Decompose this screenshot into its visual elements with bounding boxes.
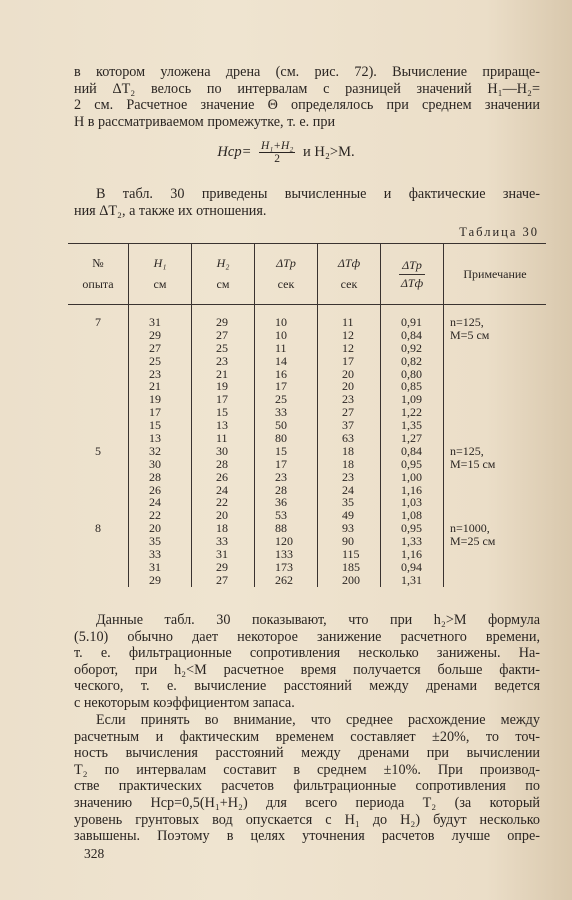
table-cell-dtp: 262 — [275, 572, 293, 587]
table-cell-dtf: 200 — [342, 572, 360, 587]
header-delta-t-calc: ΔTр сек — [255, 244, 318, 305]
header-h1: H₁ см — [129, 244, 192, 305]
table-cell-h1: 22 — [149, 508, 161, 523]
table-caption: Таблица 30 — [459, 225, 539, 239]
table-cell-ratio: 1,09 — [401, 392, 422, 407]
table-cell-h2: 27 — [216, 327, 228, 342]
text-line: (5.10) обычно дает некоторое занижение расчетного времени, — [74, 628, 540, 645]
table-body-row — [68, 305, 546, 587]
table-cell-num — [68, 535, 128, 548]
ratio-fraction: ΔTр ΔTф — [400, 257, 424, 290]
text-line: Данные табл. 30 показывают, что при h₂>M формула — [96, 612, 540, 628]
table-cell-ratio: 1,22 — [401, 405, 422, 420]
text-line: оборот, при h₂<M расчетное время получается больше факти- — [74, 661, 540, 678]
table-cell-num: 7 — [95, 315, 101, 329]
table-cell-h2: 17 — [216, 392, 228, 407]
paragraph-table-intro — [74, 186, 540, 219]
table-cell-ratio: 1,03 — [401, 495, 422, 510]
table-cell-dtf: 20 — [342, 379, 354, 394]
table-cell-h2: 19 — [216, 379, 228, 394]
table-cell-h1: 32 — [149, 443, 161, 458]
table-cell-dtp: 15 — [275, 443, 287, 458]
table-cell-dtp: 120 — [275, 534, 293, 549]
table-cell-dtf: 27 — [342, 405, 354, 420]
table-cell-num — [68, 458, 128, 471]
formula-h-average — [0, 140, 572, 165]
table-cell-note — [444, 496, 546, 509]
paragraph-analysis — [74, 612, 540, 712]
table-cell-ratio: 0,91 — [401, 315, 422, 329]
header-note: Примечание — [444, 244, 547, 305]
table-cell-dtf: 185 — [342, 559, 360, 574]
table-cell-dtf: 12 — [342, 327, 354, 342]
formula-fraction — [259, 140, 295, 165]
header-h2: H₂ см — [192, 244, 255, 305]
formula-lhs: Hср= — [217, 143, 252, 160]
table-cell-dtp: 33 — [275, 405, 287, 420]
table-cell-dtf: 115 — [342, 547, 360, 562]
table-cell-dtp: 16 — [275, 366, 287, 381]
table-cell-h1: 15 — [149, 418, 161, 433]
column-delta-t-actual — [318, 305, 381, 587]
table-cell-dtp: 133 — [275, 547, 293, 562]
text-line: расчетным и фактическим временем составляет ±20%, то точ- — [74, 728, 540, 745]
table-cell-dtf: 18 — [342, 443, 354, 458]
table-cell-num — [68, 355, 128, 368]
table-cell-note — [444, 406, 546, 419]
table-cell-h2: 33 — [216, 534, 228, 549]
formula-denominator: 2 — [274, 153, 281, 165]
table-cell-dtf: 63 — [342, 431, 354, 446]
table-cell-h2: 29 — [216, 559, 228, 574]
table-cell-dtp: 11 — [275, 340, 287, 355]
text-line: т. е. фильтрационные сопротивления несколько занижены. На- — [74, 645, 540, 662]
table-cell-h1: 26 — [149, 482, 161, 497]
text-line: с некоторым коэффициентом запаса. — [74, 694, 295, 711]
table-cell-h2: 29 — [216, 315, 228, 329]
text-line: ний ΔT₂ велось по интервалам с разницей значений H₁—H₂= — [74, 80, 540, 97]
table-cell-dtp: 80 — [275, 431, 287, 446]
table-cell-h1: 27 — [149, 340, 161, 355]
table-cell-num — [68, 432, 128, 445]
table-cell-dtp: 23 — [275, 469, 287, 484]
table-cell-h1: 31 — [149, 559, 161, 574]
table-cell-h2: 22 — [216, 495, 228, 510]
table-cell-dtf: 35 — [342, 495, 354, 510]
table-cell-num — [68, 419, 128, 432]
table-cell-dtf: 93 — [342, 521, 354, 536]
table-cell-note: n=125, — [450, 443, 484, 458]
table-cell-num — [68, 484, 128, 497]
text-line: значению Hср=0,5(H₁+H₂) для всего периода T₂ (за который — [74, 794, 540, 811]
table-cell-h1: 21 — [149, 379, 161, 394]
table-cell-note — [444, 484, 546, 497]
paragraph-intro — [74, 64, 540, 130]
table-cell-h1: 23 — [149, 366, 161, 381]
table-cell-ratio: 1,16 — [401, 547, 422, 562]
table-cell-dtp: 53 — [275, 508, 287, 523]
table-cell-num — [68, 368, 128, 381]
table-cell-dtf: 90 — [342, 534, 354, 549]
table-cell-h2: 11 — [216, 431, 228, 446]
text-line: В табл. 30 приведены вычисленные и фактические значе- — [96, 186, 540, 202]
table-cell-note — [444, 419, 546, 432]
table-cell-h1: 25 — [149, 353, 161, 368]
table-cell-h1: 17 — [149, 405, 161, 420]
table-cell-note: M=25 см — [450, 534, 496, 549]
table-cell-h1: 29 — [149, 327, 161, 342]
table-cell-ratio: 0,82 — [401, 353, 422, 368]
table-cell-dtf: 20 — [342, 366, 354, 381]
table-cell-num — [68, 561, 128, 574]
table-cell-h1: 24 — [149, 495, 161, 510]
header-delta-t-actual: ΔTф сек — [318, 244, 381, 305]
table-cell-ratio: 1,16 — [401, 482, 422, 497]
table-cell-dtp: 10 — [275, 327, 287, 342]
table-cell-h1: 20 — [149, 521, 161, 536]
page-number: 328 — [84, 846, 105, 861]
table-cell-h2: 20 — [216, 508, 228, 523]
table-cell-dtf: 49 — [342, 508, 354, 523]
table-cell-ratio: 1,08 — [401, 508, 422, 523]
table-cell-dtp: 173 — [275, 559, 293, 574]
table-cell-num — [68, 406, 128, 419]
table-cell-num — [68, 548, 128, 561]
column-ratio — [381, 305, 444, 587]
table-cell-h1: 35 — [149, 534, 161, 549]
table-cell-h2: 31 — [216, 547, 228, 562]
header-ratio — [381, 244, 444, 305]
table-cell-ratio: 0,84 — [401, 327, 422, 342]
table-cell-num — [68, 574, 128, 587]
table-cell-h2: 23 — [216, 353, 228, 368]
table-cell-h2: 13 — [216, 418, 228, 433]
table-cell-dtp: 14 — [275, 353, 287, 368]
table-cell-note: M=15 см — [450, 456, 496, 471]
table-cell-h2: 25 — [216, 340, 228, 355]
table-cell-h1: 30 — [149, 456, 161, 471]
table-cell-ratio: 0,92 — [401, 340, 422, 355]
table-cell-dtp: 50 — [275, 418, 287, 433]
table-cell-dtf: 17 — [342, 353, 354, 368]
table-cell-ratio: 0,95 — [401, 456, 422, 471]
table-cell-note — [444, 342, 546, 355]
text-line: завышены. Поэтому в целях уточнения расчетов лучше опре- — [74, 828, 540, 845]
table-cell-dtp: 88 — [275, 521, 287, 536]
table-cell-ratio: 1,31 — [401, 572, 422, 587]
table-cell-note — [444, 380, 546, 393]
column-h1 — [129, 305, 192, 587]
table-cell-note — [444, 548, 546, 561]
column-note — [444, 305, 547, 587]
table-cell-note: n=125, — [450, 315, 484, 329]
formula-rhs: и H₂>M. — [302, 143, 355, 160]
table-cell-h1: 29 — [149, 572, 161, 587]
table-cell-dtf: 37 — [342, 418, 354, 433]
table-cell-num: 8 — [95, 521, 101, 536]
table-cell-dtp: 28 — [275, 482, 287, 497]
table-cell-ratio: 0,84 — [401, 443, 422, 458]
table-cell-h2: 15 — [216, 405, 228, 420]
table-cell-note — [444, 561, 546, 574]
table-cell-num — [68, 471, 128, 484]
table-cell-ratio: 1,35 — [401, 418, 422, 433]
table-cell-num — [68, 342, 128, 355]
text-line: стве практических расчетов фильтрационные сопротивления по — [74, 778, 540, 795]
table-cell-dtf: 24 — [342, 482, 354, 497]
table-cell-h1: 31 — [149, 315, 161, 329]
text-line: T₂ по интервалам составит в среднем ±10%. При производ- — [74, 761, 540, 778]
table-cell-ratio: 0,94 — [401, 559, 422, 574]
text-line: H в рассматриваемом промежутке, т. е. при — [74, 113, 336, 130]
table-cell-num — [68, 496, 128, 509]
table-cell-ratio: 0,85 — [401, 379, 422, 394]
table-cell-dtf: 12 — [342, 340, 354, 355]
table-cell-dtp: 36 — [275, 495, 287, 510]
table-cell-dtf: 11 — [342, 315, 354, 329]
column-delta-t-calc — [255, 305, 318, 587]
text-line: 2 см. Расчетное значение Θ определялось при среднем значении — [74, 97, 540, 114]
column-h2 — [192, 305, 255, 587]
table-cell-dtf: 18 — [342, 456, 354, 471]
text-line: в котором уложена дрена (см. рис. 72). Вычисление прираще- — [74, 64, 540, 80]
table-cell-h1: 19 — [149, 392, 161, 407]
column-experiment-number — [68, 305, 129, 587]
table-cell-note: n=1000, — [450, 521, 490, 536]
table-cell-h2: 27 — [216, 572, 228, 587]
table-cell-dtp: 10 — [275, 315, 287, 329]
table-cell-h2: 28 — [216, 456, 228, 471]
table-cell-dtf: 23 — [342, 392, 354, 407]
table-cell-h2: 30 — [216, 443, 228, 458]
data-table — [68, 243, 546, 587]
table-cell-note — [444, 393, 546, 406]
text-line: Если принять во внимание, что среднее расхождение между — [96, 712, 540, 728]
table-cell-h1: 28 — [149, 469, 161, 484]
table-cell-dtp: 17 — [275, 456, 287, 471]
table-header-row — [68, 244, 546, 305]
table-cell-note — [444, 574, 546, 587]
table-cell-ratio: 1,27 — [401, 431, 422, 446]
table-cell-num — [68, 380, 128, 393]
table-cell-dtp: 25 — [275, 392, 287, 407]
text-line: уровень грунтовых вод опускается с H₁ до H₂) будут несколько — [74, 811, 540, 828]
text-line: ческого, т. е. вычисление расстояний между дренами ведется — [74, 678, 540, 695]
table-cell-ratio: 1,00 — [401, 469, 422, 484]
table-cell-h2: 18 — [216, 521, 228, 536]
table-cell-h1: 13 — [149, 431, 161, 446]
text-line: ность вычисления расстояний между дренами при вычислении — [74, 745, 540, 762]
table-cell-ratio: 0,95 — [401, 521, 422, 536]
formula-numerator: H₁+H₂ — [260, 140, 294, 152]
table-cell-num: 5 — [95, 443, 101, 458]
table-cell-ratio: 1,33 — [401, 534, 422, 549]
table-cell-num — [68, 329, 128, 342]
paragraph-conclusion — [74, 712, 540, 845]
table-cell-h2: 21 — [216, 366, 228, 381]
table-cell-note — [444, 471, 546, 484]
table-cell-h2: 26 — [216, 469, 228, 484]
table-cell-dtp: 17 — [275, 379, 287, 394]
text-line: ния ΔT₂, а также их отношения. — [74, 202, 267, 219]
table-cell-note — [444, 355, 546, 368]
table-cell-dtf: 23 — [342, 469, 354, 484]
table-cell-h2: 24 — [216, 482, 228, 497]
table-cell-num — [68, 393, 128, 406]
table-cell-h1: 33 — [149, 547, 161, 562]
table-cell-note — [444, 368, 546, 381]
header-experiment-number: № опыта — [68, 244, 129, 305]
table-cell-note — [444, 432, 546, 445]
table-cell-note: M=5 см — [450, 327, 490, 342]
table-cell-ratio: 0,80 — [401, 366, 422, 381]
